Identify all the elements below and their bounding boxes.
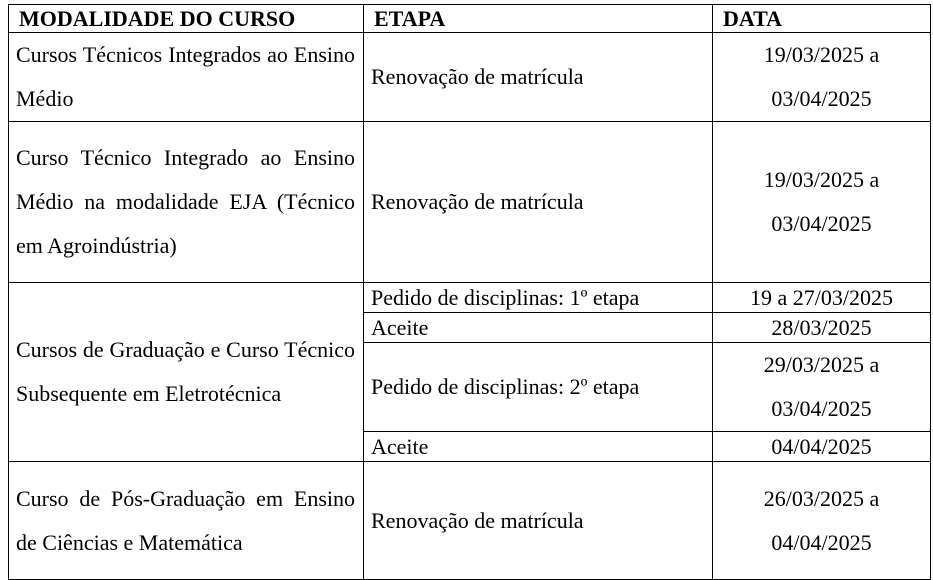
schedule-table [8, 4, 931, 580]
data-cell: 04/04/2025 [713, 432, 931, 462]
etapa-cell: Renovação de matrícula [364, 122, 713, 283]
data-line: 03/04/2025 [771, 396, 872, 421]
modalidade-cell: Cursos de Graduação e Curso Técnico Subsequente em Eletrotécnica [9, 283, 364, 462]
modalidade-cell: Curso de Pós-Graduação em Ensino de Ciências e Matemática [9, 462, 364, 580]
header-row [9, 5, 931, 33]
data-line: 03/04/2025 [771, 211, 872, 236]
data-line: 29/03/2025 a [763, 352, 880, 377]
etapa-cell: Renovação de matrícula [364, 462, 713, 580]
header-etapa: ETAPA [364, 5, 713, 33]
header-modalidade: MODALIDADE DO CURSO [9, 5, 364, 33]
table-row [9, 122, 931, 283]
etapa-cell: Renovação de matrícula [364, 33, 713, 122]
modalidade-cell: Cursos Técnicos Integrados ao Ensino Médio [9, 33, 364, 122]
modalidade-cell: Curso Técnico Integrado ao Ensino Médio na modalidade EJA (Técnico em Agroindústria) [9, 122, 364, 283]
data-cell: 28/03/2025 [713, 313, 931, 343]
table-row [9, 33, 931, 122]
header-data: DATA [713, 5, 931, 33]
data-line: 19/03/2025 a [763, 42, 880, 67]
data-cell [713, 33, 931, 122]
data-line: 03/04/2025 [771, 86, 872, 111]
data-cell [713, 343, 931, 432]
data-line: 26/03/2025 a [763, 485, 880, 511]
etapa-cell: Pedido de disciplinas: 2º etapa [364, 343, 713, 432]
etapa-cell: Pedido de disciplinas: 1º etapa [364, 283, 713, 313]
data-cell: 19 a 27/03/2025 [713, 283, 931, 313]
data-cell [713, 122, 931, 283]
data-line: 19/03/2025 a [763, 167, 880, 192]
etapa-cell: Aceite [364, 313, 713, 343]
table-row [9, 283, 931, 313]
data-line: 04/04/2025 [771, 529, 872, 555]
etapa-cell: Aceite [364, 432, 713, 462]
